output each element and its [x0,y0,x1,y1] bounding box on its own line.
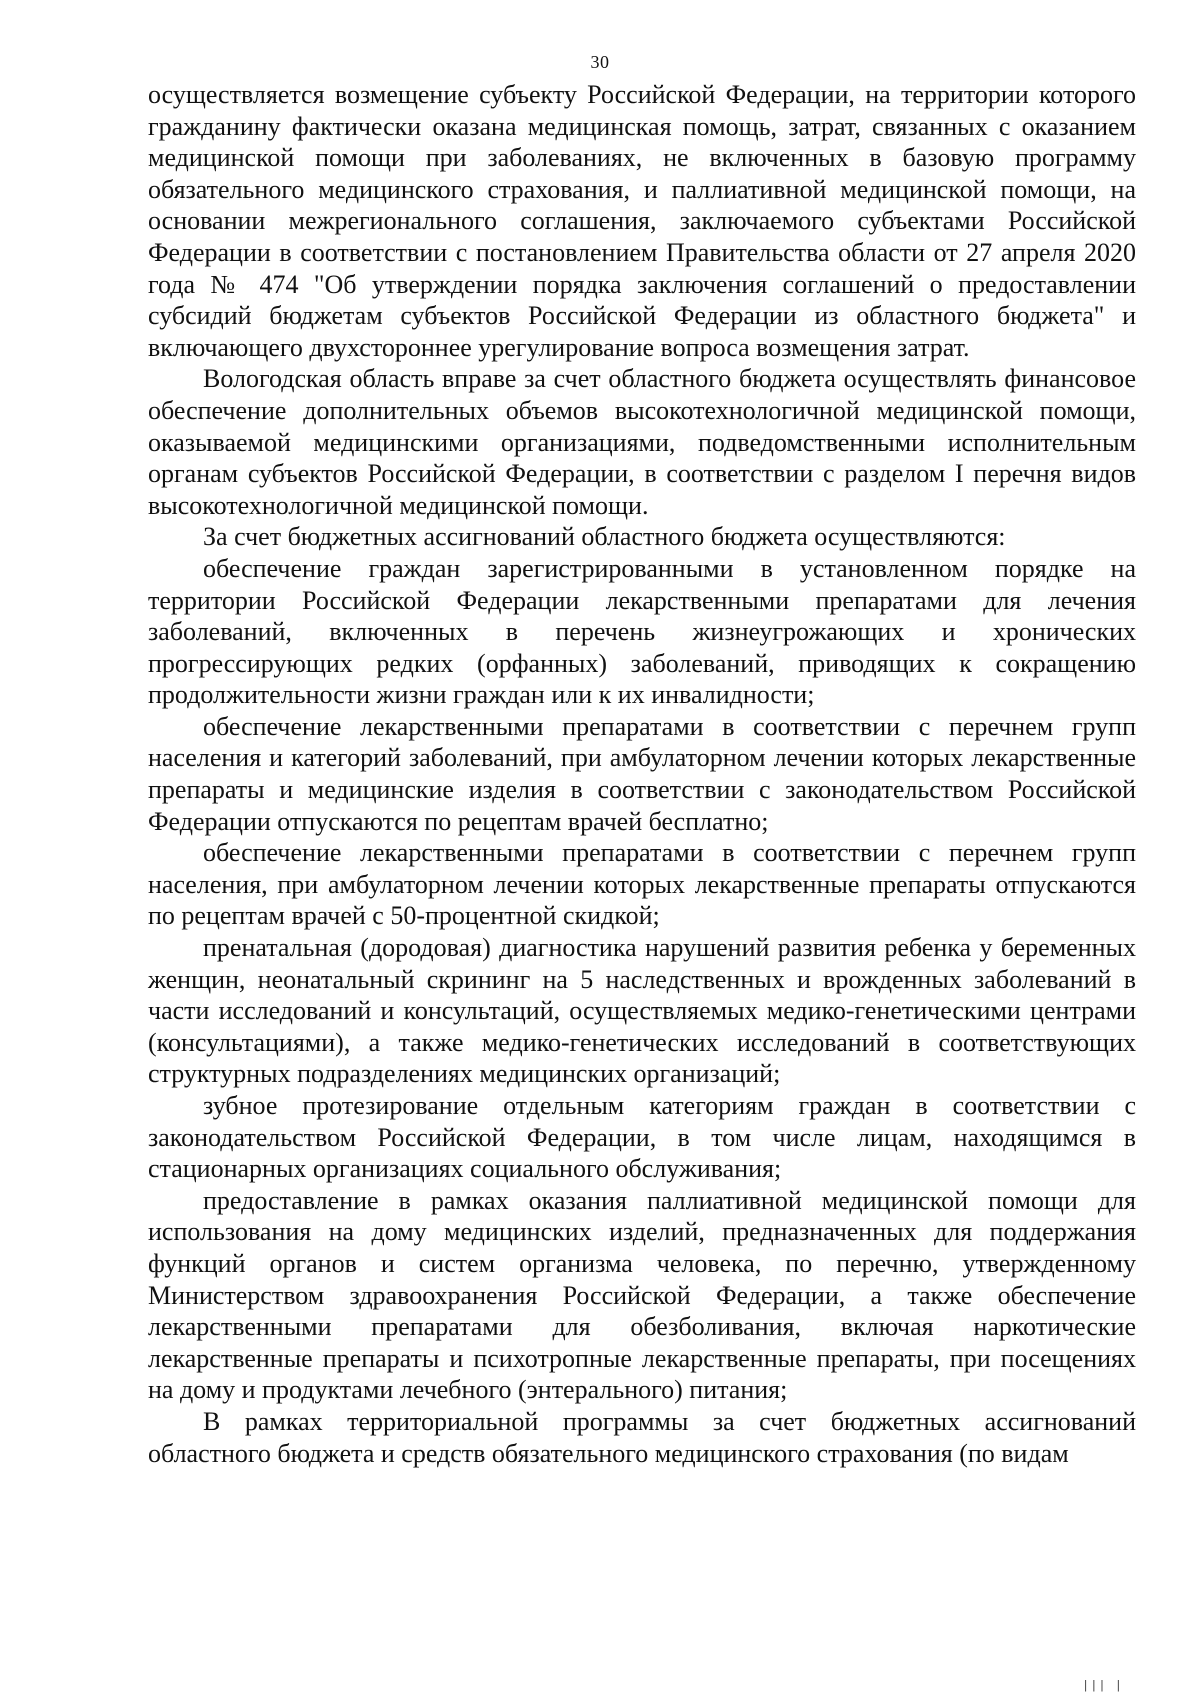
paragraph-9: предоставление в рамках оказания паллиативной медицинской помощи для использования на дому медицинских изделий, предназначенных для поддержания функций органов и систем организма человека, по перечню, утвержденному Министерством здравоохранения Российской Федерации, а также обеспечение лекарственными препаратами для обезболивания, включая наркотические лекарственные препараты и психотропные лекарственные препараты, при посещениях на дому и продуктами лечебного (энтерального) питания; [148,1185,1136,1405]
paragraph-2: Вологодская область вправе за счет областного бюджета осуществлять финансовое обеспечение дополнительных объемов высокотехнологичной медицинской помощи, оказываемой медицинскими организациями, подведомственными исполнительным органам субъектов Российской Федерации, в соответствии с разделом I перечня видов высокотехнологичной медицинской помощи. [148,364,1136,520]
paragraph-8: зубное протезирование отдельным категориям граждан в соответствии с законодательством Российской Федерации, в том числе лицам, находящимся в стационарных организациях социального обслуживания; [148,1091,1136,1184]
page-number: 30 [590,52,610,72]
paragraph-5: обеспечение лекарственными препаратами в соответствии с перечнем групп населения и категорий заболеваний, при амбулаторном лечении которых лекарственные препараты и медицинские изделия в соответствии с законодательством Российской Федерации отпускаются по рецептам врачей бесплатно; [148,711,1136,836]
paragraph-10: В рамках территориальной программы за счет бюджетных ассигнований областного бюджета и средств обязательного медицинского страхования (по видам [148,1406,1136,1468]
paragraph-1: осуществляется возмещение субъекту Российской Федерации, на территории которого гражданину фактически оказана медицинская помощь, затрат, связанных с оказанием медицинской помощи при заболеваниях, не включенных в базовую программу обязательного медицинского страхования, и паллиативной медицинской помощи, на основании межрегионального соглашения, заключаемого субъектами Российской Федерации в соответствии с постановлением Правительства области от 27 апреля 2020 года № 474 "Об утверждении порядка заключения соглашений о предоставлении субсидий бюджетам субъектов Российской Федерации из областного бюджета" и включающего двухстороннее урегулирование вопроса возмещения затрат. [148,80,1136,362]
paragraph-4: обеспечение граждан зарегистрированными в установленном порядке на территории Российской Федерации лекарственными препаратами для лечения заболеваний, включенных в перечень жизнеугрожающих и хронических прогрессирующих редких (орфанных) заболеваний, приводящих к сокращению продолжительности жизни граждан или к их инвалидности; [148,553,1136,710]
body-text [148,79,1136,1469]
scan-marks: ||| | [1082,1679,1124,1693]
paragraph-3: За счет бюджетных ассигнований областного бюджета осуществляются: [203,522,1006,552]
paragraph-7: пренатальная (дородовая) диагностика нарушений развития ребенка у беременных женщин, неонатальный скрининг на 5 наследственных и врожденных заболеваний в части исследований и консультаций, осуществляемых медико-генетическими центрами (консультациями), а также медико-генетических исследований в соответствующих структурных подразделениях медицинских организаций; [148,933,1136,1089]
paragraph-6: обеспечение лекарственными препаратами в соответствии с перечнем групп населения, при амбулаторном лечении которых лекарственные препараты отпускаются по рецептам врачей с 50-процентной скидкой; [148,838,1136,931]
